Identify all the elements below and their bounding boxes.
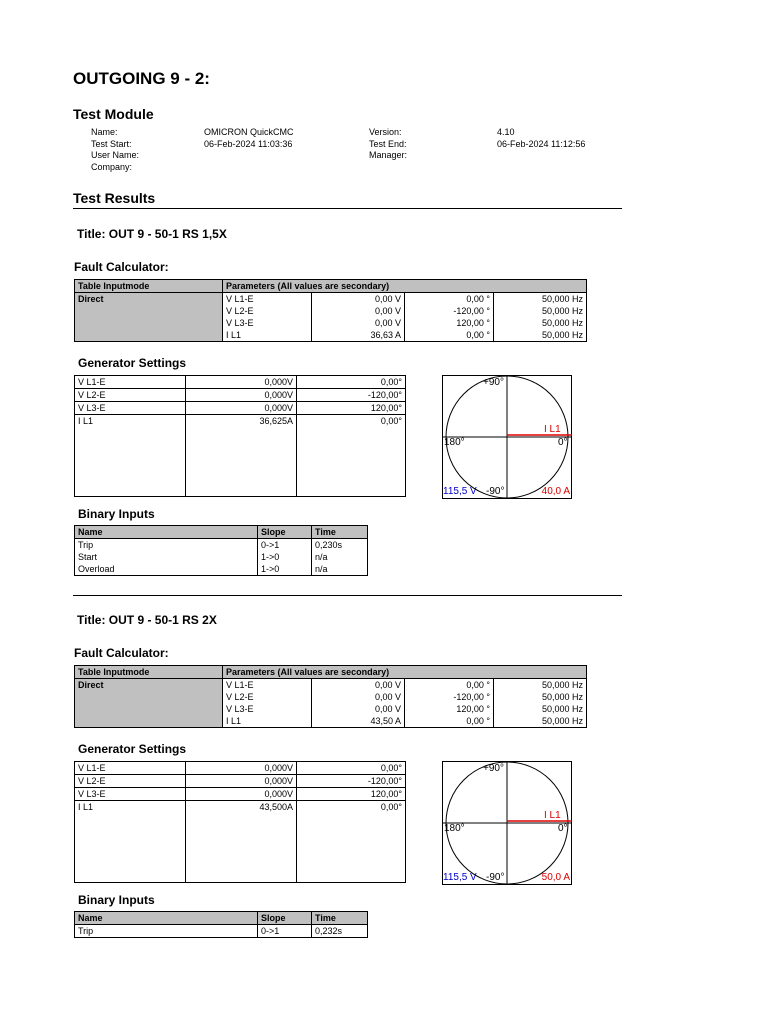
magnitude: 0,00 V [312,305,405,317]
binary-inputs-table [74,911,368,938]
info-value [497,150,617,162]
angle: 0,00 ° [405,715,494,728]
magnitude: 0,000V [186,775,297,788]
col-parameters: Parameters (All values are secondary) [223,666,587,679]
magnitude: 0,00 V [312,317,405,329]
quantity-name: V L3-E [75,788,186,801]
angle: 0,00° [297,376,406,389]
angle: 0,00 ° [405,293,494,306]
quantity-name: V L3-E [75,402,186,415]
quantity-name: V L3-E [226,704,254,714]
fault-calculator-table [74,279,587,342]
quantity-name: V L1-E [226,680,254,690]
phasor-label-bottom: -90° [486,486,505,497]
info-label: Company: [91,161,133,172]
info-label [369,162,497,174]
frequency: 50,000 Hz [494,679,587,692]
angle: 0,00 ° [405,329,494,342]
info-row [91,150,617,162]
info-label: Version: [369,127,402,137]
input-slope: 1->0 [258,563,312,576]
generator-settings-heading: Generator Settings [78,356,187,370]
input-slope: 0->1 [258,539,312,552]
phasor-diagram [442,761,572,885]
magnitude: 43,50 A [312,715,405,728]
input-name: Start [78,552,98,562]
magnitude: 0,000V [186,788,297,801]
col-time: Time [312,912,368,925]
test-module-info [91,127,617,173]
table-row [75,376,406,389]
col-name: Name [75,912,258,925]
input-slope: 1->0 [258,551,312,563]
frequency: 50,000 Hz [494,703,587,715]
input-name: Trip [78,540,94,550]
test-title: Title: OUT 9 - 50-1 RS 2X [77,613,217,627]
input-time: 0,232s [312,925,368,938]
phasor-voltage-scale: 115,5 V [443,872,477,883]
page-title: OUTGOING 9 - 2: [73,69,210,88]
angle: -120,00 ° [405,305,494,317]
fault-calculator-table [74,665,587,728]
table-row [75,925,368,938]
angle: 0,00 ° [405,679,494,692]
magnitude: 43,500A [186,801,297,814]
input-name: Overload [78,564,115,574]
test-module-heading: Test Module [73,106,154,122]
binary-inputs-heading: Binary Inputs [78,507,155,521]
info-value [204,150,369,162]
phasor-current-scale: 50,0 A [541,872,570,883]
magnitude: 0,00 V [312,679,405,692]
frequency: 50,000 Hz [494,305,587,317]
table-row [75,402,406,415]
input-time: n/a [312,563,368,576]
quantity-name: V L1-E [226,294,254,304]
quantity-name: V L2-E [226,306,254,316]
frequency: 50,000 Hz [494,715,587,728]
quantity-name: I L1 [78,802,94,812]
info-row [91,139,617,151]
quantity-name: I L1 [226,716,242,726]
table-row [75,788,406,801]
angle: 120,00 ° [405,317,494,329]
quantity-name: V L2-E [75,775,186,788]
table-row [75,539,368,552]
input-slope: 0->1 [258,925,312,938]
magnitude: 0,00 V [312,293,405,306]
divider [73,208,622,209]
magnitude: 0,000V [186,402,297,415]
info-row [91,127,617,139]
mode-cell: Direct [75,679,223,728]
frequency: 50,000 Hz [494,329,587,342]
magnitude: 0,000V [186,376,297,389]
info-label: Test End: [369,138,407,149]
frequency: 50,000 Hz [494,691,587,703]
table-row [75,551,368,563]
table-row [75,563,368,576]
info-label: User Name: [91,150,140,160]
magnitude: 36,63 A [312,329,405,342]
generator-settings-table [74,761,406,883]
magnitude: 0,000V [186,762,297,775]
magnitude: 0,00 V [312,691,405,703]
generator-settings-heading: Generator Settings [78,742,187,756]
quantity-name: V L1-E [75,376,186,389]
generator-settings-table [74,375,406,497]
phasor-voltage-scale: 115,5 V [443,486,477,497]
mode-cell: Direct [75,293,223,342]
phasor-label-right: 0° [558,823,568,834]
frequency: 50,000 Hz [494,317,587,329]
phasor-label-left: 180° [444,823,465,834]
info-row [91,162,617,174]
table-row [75,679,587,692]
table-row [75,293,587,306]
info-value: OMICRON QuickCMC [204,127,294,137]
angle: 0,00° [297,801,406,814]
col-slope: Slope [258,526,312,539]
fault-calc-heading: Fault Calculator: [74,260,169,274]
phasor-label-il1: I L1 [544,424,561,435]
fault-calc-heading: Fault Calculator: [74,646,169,660]
phasor-label-top: +90° [483,377,504,388]
info-label: Name: [91,127,118,137]
col-time: Time [312,526,368,539]
quantity-name: V L1-E [75,762,186,775]
col-table-inputmode: Table Inputmode [75,666,223,679]
quantity-name: V L2-E [226,692,254,702]
phasor-label-il1: I L1 [544,810,561,821]
magnitude: 36,625A [186,415,297,428]
quantity-name: I L1 [78,416,94,426]
angle: 0,00° [297,415,406,428]
divider [73,595,622,596]
table-row [75,801,406,814]
phasor-label-left: 180° [444,437,465,448]
phasor-diagram [442,375,572,499]
binary-inputs-table [74,525,368,576]
info-value [204,162,369,174]
angle: -120,00° [297,775,406,788]
col-parameters: Parameters (All values are secondary) [223,280,587,293]
angle: 120,00° [297,402,406,415]
magnitude: 0,000V [186,389,297,402]
quantity-name: V L2-E [75,389,186,402]
info-label: Manager: [369,150,408,160]
test-title: Title: OUT 9 - 50-1 RS 1,5X [77,227,227,241]
test-results-heading: Test Results [73,190,156,206]
magnitude: 0,00 V [312,703,405,715]
table-row [75,762,406,775]
angle: -120,00 ° [405,691,494,703]
info-value: 06-Feb-2024 11:12:56 [497,138,586,149]
angle: 0,00° [297,762,406,775]
input-name: Trip [78,926,94,936]
info-value [497,162,617,174]
table-row [75,775,406,788]
input-time: n/a [312,551,368,563]
phasor-label-bottom: -90° [486,872,505,883]
info-value: 06-Feb-2024 11:03:36 [204,138,293,149]
frequency: 50,000 Hz [494,293,587,306]
table-row [75,415,406,428]
info-value: 4.10 [497,127,515,137]
col-slope: Slope [258,912,312,925]
binary-inputs-heading: Binary Inputs [78,893,155,907]
quantity-name: V L3-E [226,318,254,328]
angle: -120,00° [297,389,406,402]
phasor-current-scale: 40,0 A [541,486,570,497]
angle: 120,00° [297,788,406,801]
phasor-label-right: 0° [558,437,568,448]
table-row [75,389,406,402]
phasor-label-top: +90° [483,763,504,774]
info-label: Test Start: [91,138,132,149]
quantity-name: I L1 [226,330,242,340]
input-time: 0,230s [312,539,368,552]
col-name: Name [75,526,258,539]
col-table-inputmode: Table Inputmode [75,280,223,293]
angle: 120,00 ° [405,703,494,715]
